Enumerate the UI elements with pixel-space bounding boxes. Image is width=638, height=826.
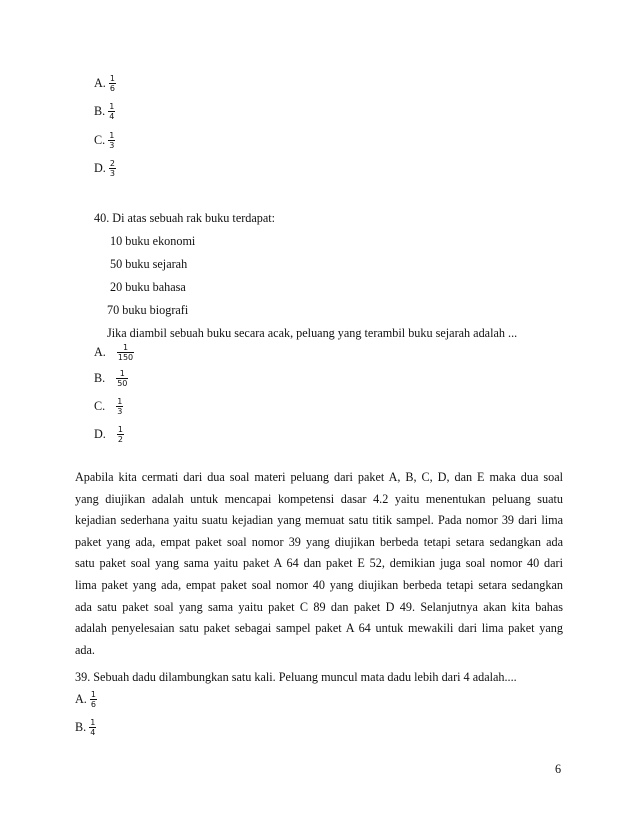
numerator: 1 xyxy=(117,425,123,434)
option-label: C. xyxy=(94,133,106,147)
option-label: B. xyxy=(94,104,106,118)
denominator: 150 xyxy=(117,353,134,362)
numerator: 1 xyxy=(90,718,96,727)
question-text: Jika diambil sebuah buku secara acak, peluang yang terambil buku sejarah adalah ... xyxy=(107,326,518,340)
fraction xyxy=(117,425,124,444)
fraction xyxy=(108,102,115,121)
fraction xyxy=(117,343,134,362)
paragraph-line: paket yang ada, empat paket soal nomor 39 yang diujikan berbeda tetapi setara sedangkan ada xyxy=(75,534,563,549)
denominator: 6 xyxy=(109,84,115,93)
denominator: 6 xyxy=(90,700,96,709)
paragraph-line: kejadian sederhana yaitu suatu kejadian yang memuat satu titik sampel. Pada nomor 39 dari lima xyxy=(75,513,563,528)
numerator: 1 xyxy=(109,131,115,140)
numerator: 1 xyxy=(122,343,129,352)
list-item: 20 buku bahasa xyxy=(110,280,186,294)
paragraph-line: Apabila kita cermati dari dua soal materi peluang dari paket A, B, C, D, dan E maka dua soal xyxy=(75,470,563,484)
option-b xyxy=(94,102,115,121)
option-label: B. xyxy=(94,371,106,385)
list-item: 70 buku biografi xyxy=(107,303,189,317)
list-item: 50 buku sejarah xyxy=(110,257,188,271)
paragraph-line: ada. xyxy=(75,642,95,657)
paragraph-line: satu paket soal yang sama yaitu paket A 64 dan paket E 52, demikian juga soal nomor 40 dari xyxy=(75,556,563,571)
numerator: 1 xyxy=(90,690,96,699)
paragraph-line: yang diujikan adalah untuk mencapai kompetensi dasar 4.2 yaitu menentukan peluang suatu xyxy=(75,491,563,506)
option-d xyxy=(94,159,116,178)
option-b xyxy=(94,369,128,388)
option-label: A. xyxy=(75,692,87,706)
denominator: 4 xyxy=(109,112,115,121)
paragraph-line: adalah penyelesaian satu paket sebagai sampel paket A 64 untuk mewakili dari lima paket yang xyxy=(75,621,563,636)
option-a xyxy=(94,74,116,93)
fraction xyxy=(116,397,123,416)
question-stem: 40. Di atas sebuah rak buku terdapat: xyxy=(94,211,276,225)
body-paragraph xyxy=(75,467,563,661)
numerator: 2 xyxy=(109,159,115,168)
option-d xyxy=(94,425,124,444)
numerator: 1 xyxy=(109,74,115,83)
fraction xyxy=(116,369,128,388)
option-a xyxy=(75,690,97,709)
numerator: 1 xyxy=(117,397,123,406)
option-c xyxy=(94,131,115,150)
option-b xyxy=(75,718,96,737)
denominator: 3 xyxy=(109,141,115,150)
question-stem: 39. Sebuah dadu dilambungkan satu kali. Peluang muncul mata dadu lebih dari 4 adalah.... xyxy=(75,670,517,684)
fraction xyxy=(89,718,96,737)
denominator: 50 xyxy=(117,379,128,388)
fraction xyxy=(109,159,116,178)
list-item: 10 buku ekonomi xyxy=(110,234,196,248)
option-a xyxy=(94,343,134,362)
option-label: D. xyxy=(94,161,106,175)
denominator: 3 xyxy=(117,407,123,416)
option-label: C. xyxy=(94,399,106,413)
option-label: B. xyxy=(75,720,87,734)
option-label: D. xyxy=(94,427,106,441)
fraction xyxy=(109,74,116,93)
option-c xyxy=(94,397,123,416)
fraction xyxy=(108,131,115,150)
denominator: 4 xyxy=(90,728,96,737)
page-number: 6 xyxy=(555,762,562,776)
option-label: A. xyxy=(94,76,106,90)
paragraph-line: lima paket yang ada, empat paket soal nomor 40 yang diujikan berbeda tetapi setara sedangkan xyxy=(75,577,563,592)
fraction xyxy=(90,690,97,709)
numerator: 1 xyxy=(119,369,125,378)
option-label: A. xyxy=(94,345,106,359)
denominator: 3 xyxy=(109,169,115,178)
paragraph-line: ada satu paket soal yang sama yaitu paket C 89 dan paket D 49. Selanjutnya akan kita bahas xyxy=(75,599,563,614)
numerator: 1 xyxy=(109,102,115,111)
denominator: 2 xyxy=(117,435,123,444)
